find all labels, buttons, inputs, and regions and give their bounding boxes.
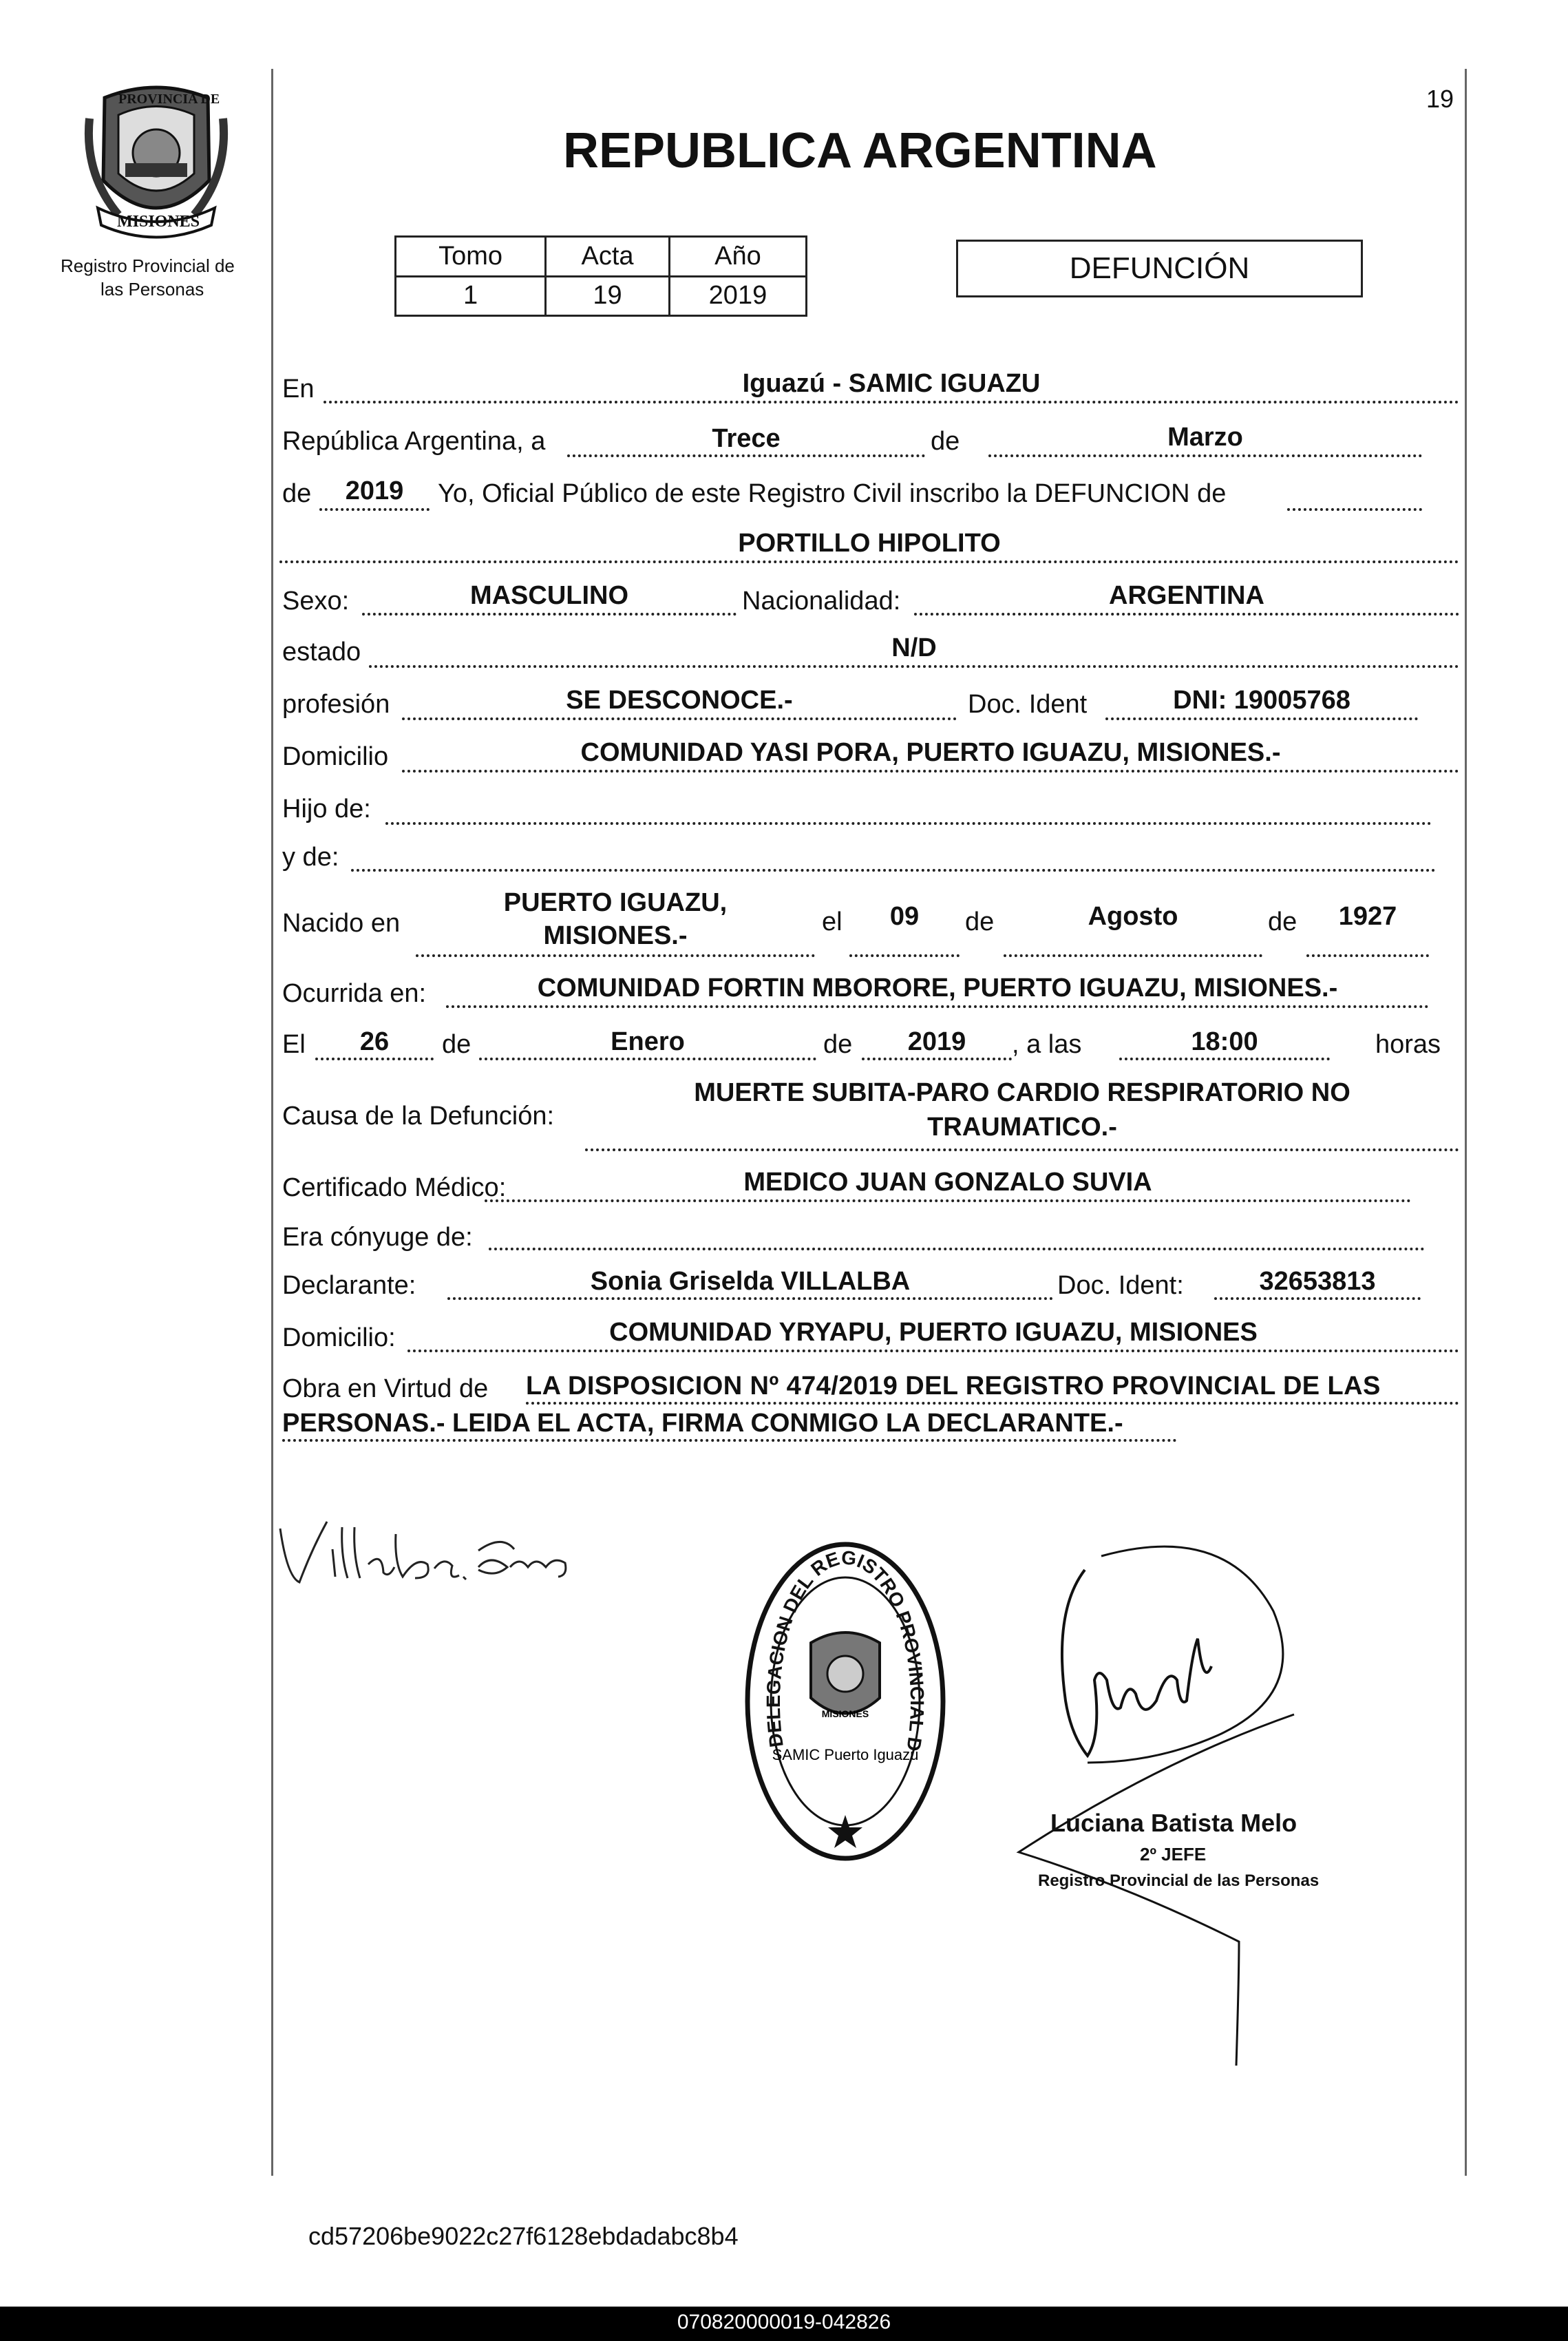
tomo-value: 1 <box>396 276 546 316</box>
label-el-cap: El <box>282 1030 306 1059</box>
nac-mes-line <box>1004 954 1262 957</box>
tomo-header: Tomo <box>396 237 546 277</box>
def-mes-value: Enero <box>611 1027 685 1056</box>
obra-line1-rule <box>526 1402 1459 1405</box>
nacionalidad-value: ARGENTINA <box>1109 581 1264 610</box>
official-name: Luciana Batista Melo <box>1050 1809 1297 1837</box>
label-ocurrida-en: Ocurrida en: <box>282 979 427 1008</box>
label-conyuge: Era cónyuge de: <box>282 1223 473 1252</box>
handwritten-signature-icon <box>272 1501 602 1591</box>
label-doc-ident2: Doc. Ident: <box>1057 1271 1184 1300</box>
sexo-value: MASCULINO <box>469 581 629 610</box>
label-en: En <box>282 375 315 403</box>
label-yo: Yo, Oficial Público de este Registro Civil inscribo la DEFUNCION de <box>438 479 1227 508</box>
label-de-6: de <box>823 1030 853 1059</box>
mes-value: Marzo <box>1167 423 1243 452</box>
left-margin-rule <box>271 69 273 2176</box>
def-dia-line <box>315 1058 434 1060</box>
label-horas: horas <box>1375 1030 1441 1059</box>
registry-seal-icon <box>742 1540 949 1863</box>
logo-text-top: PROVINCIA DE <box>118 92 220 107</box>
official-signature <box>950 1529 1335 2079</box>
estado-value: N/D <box>891 633 937 662</box>
nac-dia-line <box>849 954 960 957</box>
nombre-line <box>279 560 1459 563</box>
def-mes-line <box>479 1058 816 1060</box>
document-hash: cd57206be9022c27f6128ebdadabc8b4 <box>308 2222 739 2250</box>
ocurrida-en-value: COMUNIDAD FORTIN MBORORE, PUERTO IGUAZU, MISIONES.- <box>537 974 1338 1002</box>
registry-label-line2: las Personas <box>100 279 204 300</box>
label-de-1: de <box>931 427 960 456</box>
province-logo <box>84 77 229 242</box>
dia-line <box>567 454 925 457</box>
profesion-value: SE DESCONOCE.- <box>566 686 793 715</box>
dia-value: Trece <box>712 424 781 453</box>
official-seal <box>742 1540 949 1863</box>
declarante-value: Sonia Griselda VILLALBA <box>590 1267 911 1296</box>
label-republica: República Argentina, a <box>282 427 546 456</box>
barcode-id: 070820000019-042826 <box>677 2311 891 2333</box>
page-number: 19 <box>1426 85 1454 113</box>
profesion-line <box>402 717 957 720</box>
label-certificado: Certificado Médico: <box>282 1173 507 1202</box>
domicilio-line <box>402 770 1459 773</box>
yo-trailing-line <box>1287 508 1422 511</box>
certificado-value: MEDICO JUAN GONZALO SUVIA <box>743 1168 1152 1197</box>
anio-header: Año <box>669 237 806 277</box>
anio-inscripcion-value: 2019 <box>345 476 404 505</box>
def-hora-value: 18:00 <box>1191 1027 1258 1056</box>
label-a-las: , a las <box>1012 1030 1082 1059</box>
label-declarante: Declarante: <box>282 1271 416 1300</box>
nacido-en-line2: MISIONES.- <box>543 921 688 950</box>
document-type: DEFUNCIÓN <box>956 240 1363 297</box>
label-profesion: profesión <box>282 690 390 719</box>
y-de-line <box>351 869 1436 872</box>
official-role: 2º JEFE <box>1140 1844 1207 1865</box>
acta-header: Acta <box>546 237 670 277</box>
lugar-value: Iguazú - SAMIC IGUAZU <box>742 369 1041 398</box>
nac-anio-value: 1927 <box>1338 902 1397 931</box>
label-y-de: y de: <box>282 843 339 872</box>
causa-line1: MUERTE SUBITA-PARO CARDIO RESPIRATORIO NO <box>694 1078 1350 1107</box>
acta-value: 19 <box>546 276 670 316</box>
label-estado: estado <box>282 638 361 666</box>
label-domicilio2: Domicilio: <box>282 1323 396 1352</box>
nac-dia-value: 09 <box>889 902 920 931</box>
label-obra: Obra en Virtud de <box>282 1374 489 1403</box>
sexo-line <box>362 613 737 616</box>
seal-outer-text: DELEGACION DEL REGISTRO PROVINCIAL D <box>762 1546 929 1753</box>
causa-line2: TRAUMATICO.- <box>927 1113 1117 1142</box>
obra-line2-rule <box>282 1439 1177 1442</box>
label-nacido-en: Nacido en <box>282 909 401 938</box>
def-dia-value: 26 <box>359 1027 390 1056</box>
ocurrida-en-line <box>446 1005 1429 1008</box>
label-nacionalidad: Nacionalidad: <box>742 587 901 616</box>
lugar-line <box>324 401 1459 403</box>
registry-label-line1: Registro Provincial de <box>61 255 235 276</box>
declarant-signature <box>272 1501 602 1591</box>
label-hijo-de: Hijo de: <box>282 795 371 823</box>
official-registry: Registro Provincial de las Personas <box>1038 1871 1320 1890</box>
declarante-domicilio-value: COMUNIDAD YRYAPU, PUERTO IGUAZU, MISIONES <box>609 1318 1258 1347</box>
declarante-domicilio-line <box>407 1350 1459 1352</box>
doc-line <box>1105 717 1418 720</box>
seal-inner-text: SAMIC Puerto Iguazú <box>772 1746 919 1763</box>
nac-anio-line <box>1306 954 1429 957</box>
obra-line2: PERSONAS.- LEIDA EL ACTA, FIRMA CONMIGO LA DECLARANTE.- <box>282 1409 1123 1438</box>
mes-line <box>988 454 1422 457</box>
reference-table <box>394 235 807 317</box>
conyuge-line <box>489 1248 1425 1250</box>
nombre-value: PORTILLO HIPOLITO <box>738 529 1001 558</box>
nacido-en-line <box>416 954 815 957</box>
declarante-line <box>447 1297 1053 1300</box>
nacido-en-line1: PUERTO IGUAZU, <box>503 888 728 917</box>
estado-line <box>369 665 1459 668</box>
label-doc-ident: Doc. Ident <box>968 690 1088 719</box>
label-causa: Causa de la Defunción: <box>282 1102 555 1131</box>
obra-line1: LA DISPOSICION Nº 474/2019 DEL REGISTRO PROVINCIAL DE LAS <box>526 1372 1381 1400</box>
anio-value: 2019 <box>669 276 806 316</box>
page-title: REPUBLICA ARGENTINA <box>563 123 1157 178</box>
domicilio-value: COMUNIDAD YASI PORA, PUERTO IGUAZU, MISIONES.- <box>580 738 1281 767</box>
declarante-doc-value: 32653813 <box>1259 1267 1376 1296</box>
footer-bar <box>0 2307 1568 2341</box>
right-margin-rule <box>1465 69 1467 2176</box>
nac-mes-value: Agosto <box>1088 902 1178 931</box>
doc-value: DNI: 19005768 <box>1173 686 1350 715</box>
label-de-4: de <box>1268 907 1297 936</box>
label-de-3: de <box>965 907 995 936</box>
def-anio-value: 2019 <box>907 1027 966 1056</box>
seal-logo-text: MISIONES <box>821 1708 869 1719</box>
label-de-2: de <box>282 479 312 508</box>
declarante-doc-line <box>1214 1297 1421 1300</box>
def-anio-line <box>862 1058 1012 1060</box>
label-el: el <box>822 907 843 936</box>
hijo-de-line <box>385 822 1432 825</box>
label-sexo: Sexo: <box>282 587 350 616</box>
certificado-line <box>485 1199 1411 1202</box>
def-hora-line <box>1119 1058 1330 1060</box>
label-de-5: de <box>442 1030 472 1059</box>
label-domicilio: Domicilio <box>282 742 389 771</box>
causa-line <box>585 1148 1459 1151</box>
anio-inscripcion-line <box>319 508 430 511</box>
logo-text-bottom: MISIONES <box>117 213 200 231</box>
nacionalidad-line <box>914 613 1459 616</box>
official-signature-scribble-icon <box>950 1529 1335 2079</box>
